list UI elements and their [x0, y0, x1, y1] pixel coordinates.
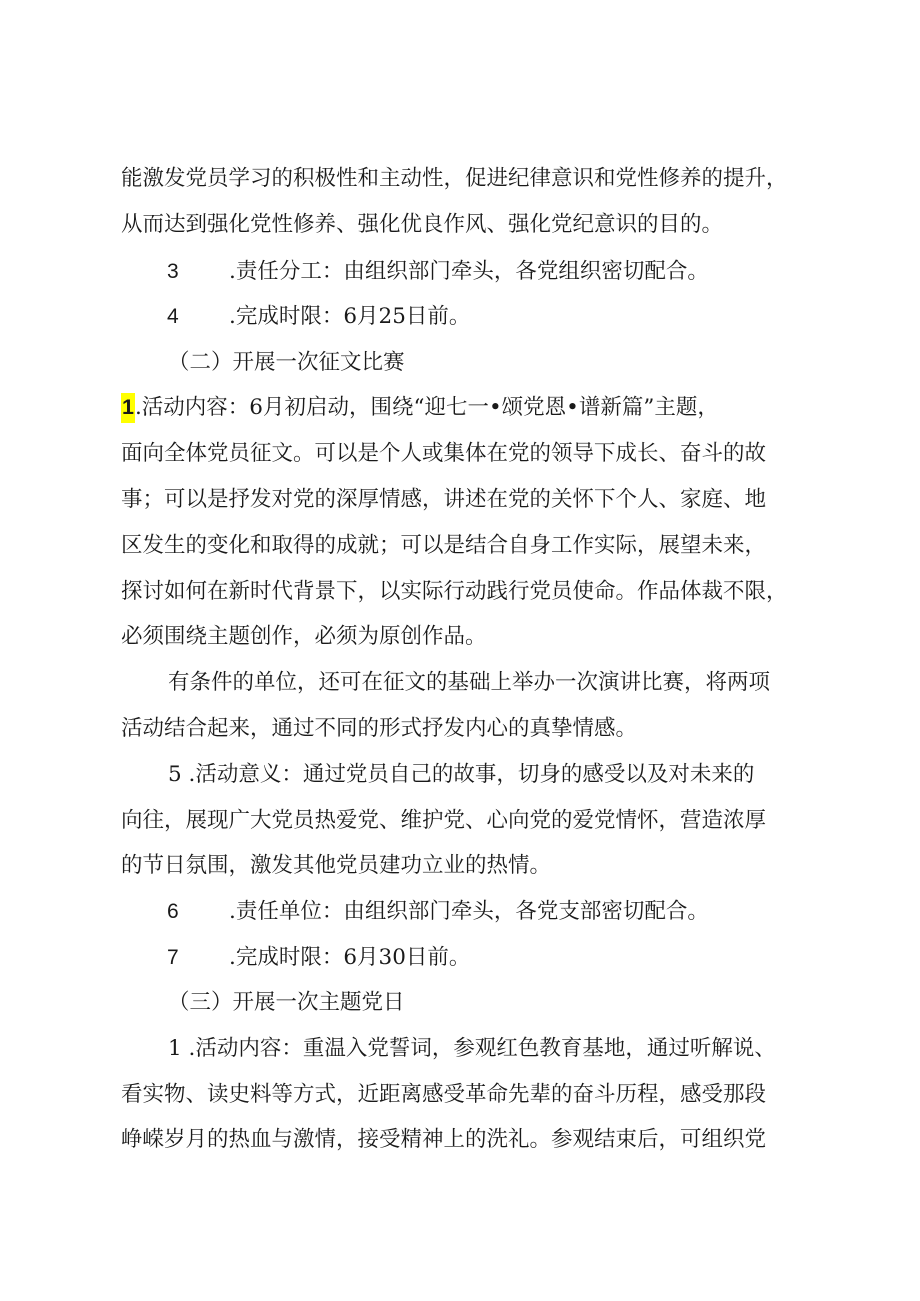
- paragraph-line: [121, 388, 719, 428]
- paragraph-line: 1 .活动内容：重温入党誓词，参观红色教育基地，通过听解说、: [168, 1036, 776, 1061]
- item-text: .活动内容：6月初启动，围绕“迎七一•颂党恩•谱新篇”主题，: [134, 395, 719, 420]
- paragraph-line: 向往，展现广大党员热爱党、维护党、心向党的爱党情怀，营造浓厚: [121, 808, 767, 833]
- paragraph-line: 峥嵘岁月的热血与激情，接受精神上的洗礼。参观结束后，可组织党: [121, 1127, 767, 1152]
- section-heading: （二）开展一次征文比赛: [168, 350, 405, 375]
- item-text: .完成时限：6月30日前。: [229, 945, 471, 970]
- numbered-item: [0, 892, 920, 932]
- paragraph-line: 活动结合起来，通过不同的形式抒发内心的真挚情感。: [121, 716, 638, 741]
- paragraph-line: 事；可以是抒发对党的深厚情感，讲述在党的关怀下个人、家庭、地: [121, 487, 767, 512]
- numbered-item: [0, 938, 920, 978]
- item-number: 3: [167, 260, 179, 283]
- paragraph-line: 探讨如何在新时代背景下，以实际行动践行党员使命。作品体裁不限，: [121, 579, 788, 604]
- item-text: .责任单位：由组织部门牵头，各党支部密切配合。: [229, 899, 709, 924]
- item-number: 4: [167, 305, 179, 328]
- paragraph-line: 面向全体党员征文。可以是个人或集体在党的领导下成长、奋斗的故: [121, 441, 767, 466]
- paragraph-line: 必须围绕主题创作，必须为原创作品。: [121, 624, 487, 649]
- numbered-item: [0, 252, 920, 292]
- paragraph-line: 从而达到强化党性修养、强化优良作风、强化党纪意识的目的。: [121, 212, 724, 237]
- section-heading: （三）开展一次主题党日: [168, 990, 405, 1015]
- item-text: .完成时限：6月25日前。: [229, 304, 471, 329]
- paragraph-line: 看实物、读史料等方式，近距离感受革命先辈的奋斗历程，感受那段: [121, 1082, 767, 1107]
- numbered-item: [0, 297, 920, 337]
- item-number: 6: [167, 900, 179, 923]
- paragraph-line: 有条件的单位，还可在征文的基础上举办一次演讲比赛，将两项: [168, 670, 771, 695]
- paragraph-line: 的节日氛围，激发其他党员建功立业的热情。: [121, 853, 552, 878]
- paragraph-line: 5 .活动意义：通过党员自己的故事，切身的感受以及对未来的: [168, 762, 755, 787]
- item-text: .责任分工：由组织部门牵头，各党组织密切配合。: [229, 259, 709, 284]
- paragraph-line: 能激发党员学习的积极性和主动性，促进纪律意识和党性修养的提升，: [121, 166, 788, 191]
- item-number: 7: [167, 946, 179, 969]
- paragraph-line: 区发生的变化和取得的成就；可以是结合自身工作实际，展望未来，: [121, 533, 767, 558]
- highlighted-number: 1: [121, 393, 135, 423]
